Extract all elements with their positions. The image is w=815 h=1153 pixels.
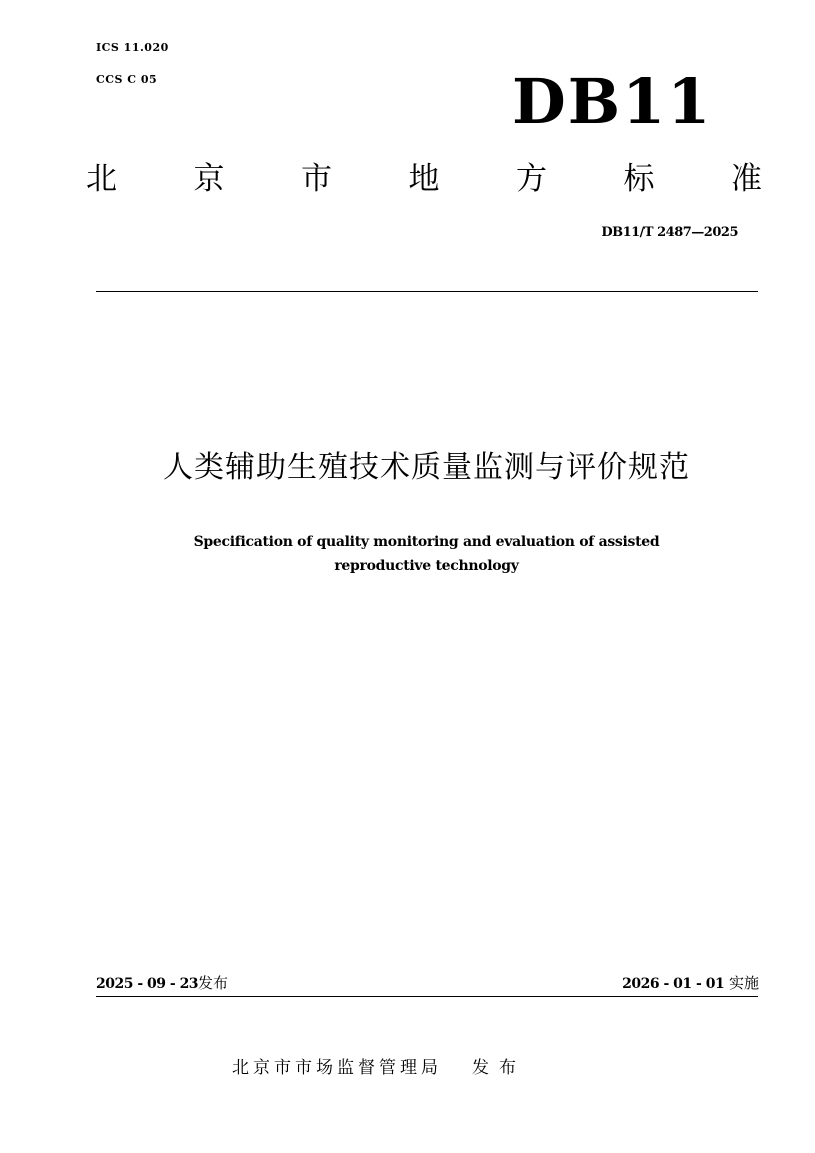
standard-type-char: 地 [408,161,440,197]
standard-type-char: 北 [86,161,117,197]
implement-date-label: 实施 [728,974,759,992]
publish-date-value: 2025 - 09 - 23 [96,976,199,992]
standard-number: DB11/T 2487—2025 [601,225,738,240]
publish-date [96,972,228,995]
standard-type-char: 方 [516,161,547,197]
standard-type-char: 准 [731,161,762,197]
issuing-action: 发布 [472,1058,526,1078]
implement-date-value: 2026 - 01 - 01 [622,976,725,992]
db-standard-mark: DB11 [512,65,713,138]
publish-date-label: 发布 [198,974,229,992]
ccs-code: CCS C 05 [96,73,158,86]
top-divider [96,291,758,292]
standard-type-char: 标 [623,161,655,197]
document-title-english-line1: Specification of quality monitoring and evaluation of assisted [193,534,660,550]
issuing-authority: 北京市市场监督管理局 [232,1058,442,1078]
issuing-authority-line [232,1053,526,1078]
document-title-chinese: 人类辅助生殖技术质量监测与评价规范 [163,450,690,485]
standard-type-heading [86,158,762,200]
standard-type-char: 市 [301,161,332,197]
document-title-english-line2: reproductive technology [334,558,519,574]
implement-date [622,972,759,995]
ics-code: ICS 11.020 [96,41,169,54]
standard-type-char: 京 [193,161,225,197]
bottom-divider [96,996,758,997]
